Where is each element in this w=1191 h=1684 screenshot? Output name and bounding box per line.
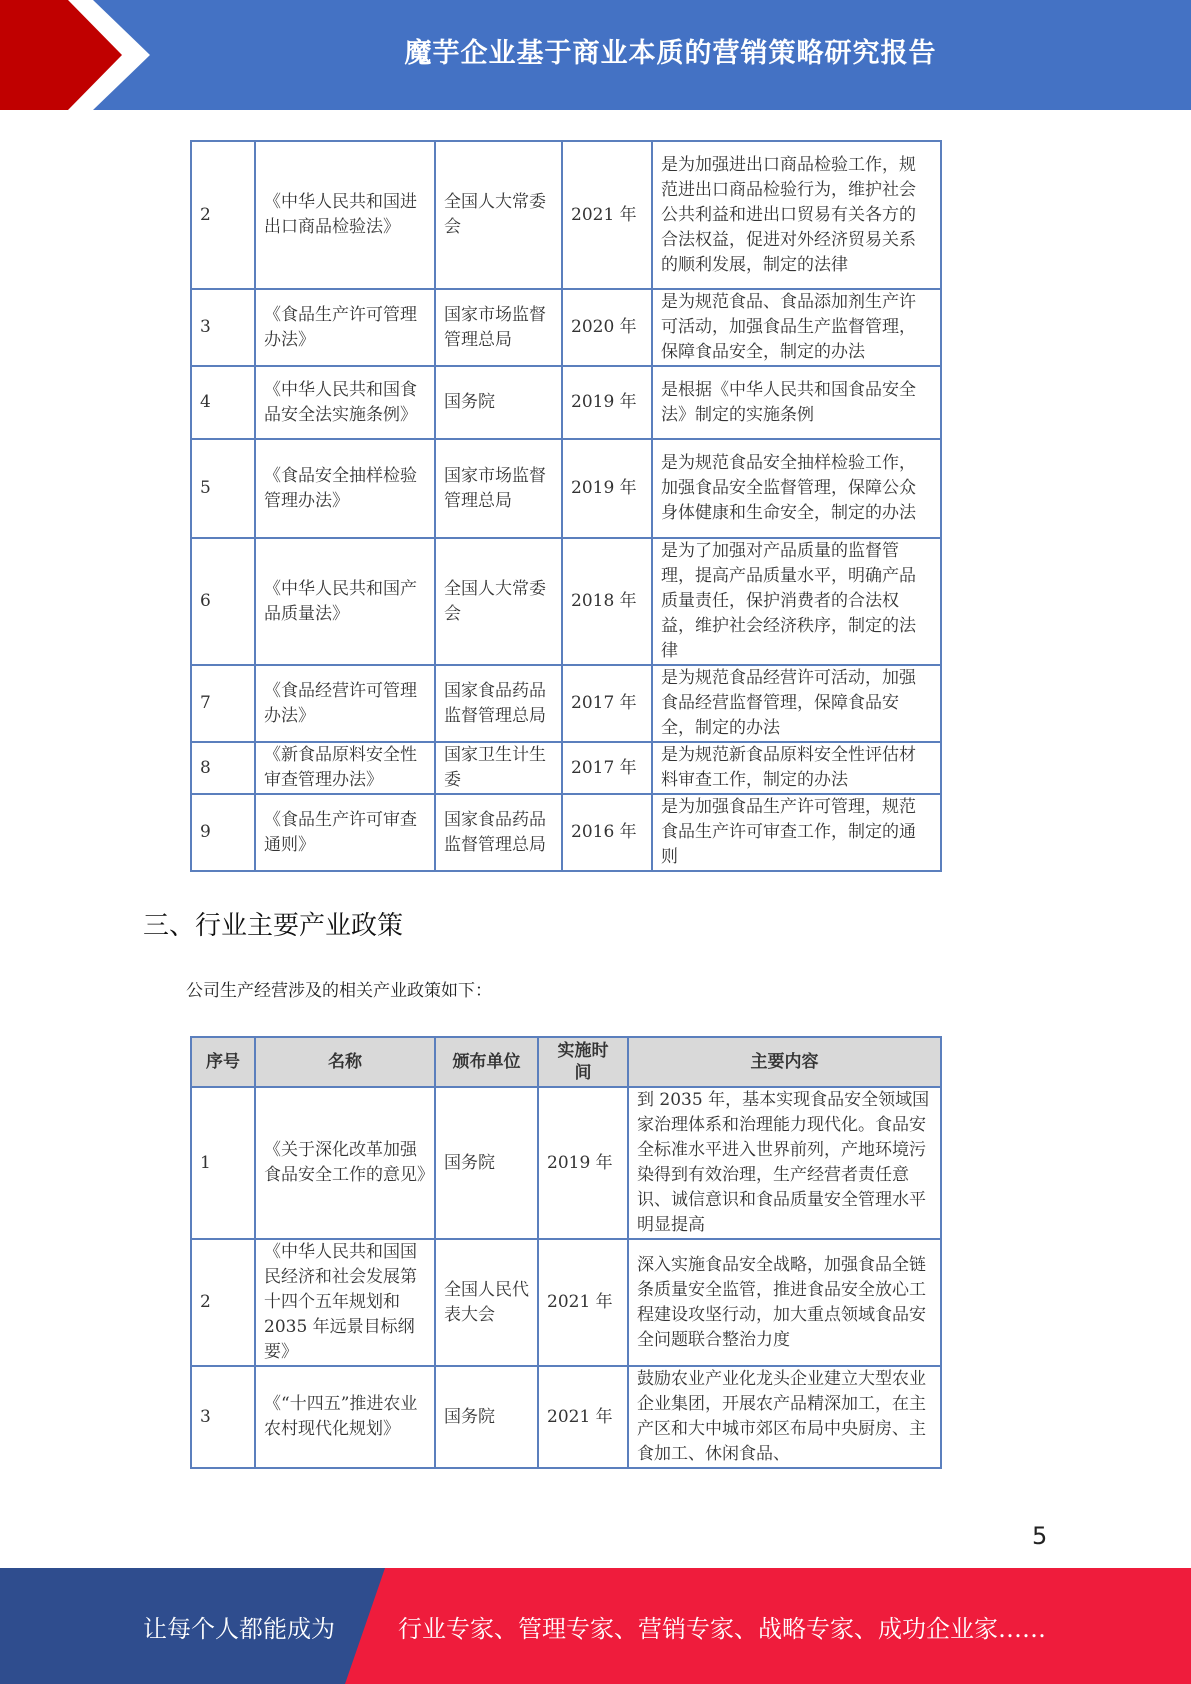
law-content: 是为规范食品经营许可活动，加强食品经营监督管理，保障食品安全，制定的办法 <box>652 665 941 742</box>
policy-content: 鼓励农业产业化龙头企业建立大型农业企业集团，开展农产品精深加工，在主产区和大中城市郊区布局中央厨房、主食加工、休闲食品、 <box>628 1366 941 1468</box>
law-year: 2017 年 <box>562 665 652 742</box>
law-year: 2018 年 <box>562 538 652 665</box>
law-name: 《食品经营许可管理办法》 <box>255 665 435 742</box>
policy-year: 2021 年 <box>538 1239 628 1366</box>
law-year: 2019 年 <box>562 366 652 439</box>
header-content: 主要内容 <box>628 1037 941 1087</box>
footer-slogan-right: 行业专家、管理专家、营销专家、战略专家、成功企业家…… <box>398 1614 1046 1643</box>
law-name: 《食品安全抽样检验管理办法》 <box>255 439 435 538</box>
row-number: 1 <box>191 1087 255 1239</box>
law-issuer: 全国人大常委会 <box>435 141 562 289</box>
law-year: 2021 年 <box>562 141 652 289</box>
law-content: 是为了加强对产品质量的监督管理，提高产品质量水平，明确产品质量责任，保护消费者的合法权益，维护社会经济秩序，制定的法律 <box>652 538 941 665</box>
row-number: 3 <box>191 1366 255 1468</box>
table-row <box>191 1366 941 1468</box>
law-content: 是为规范食品、食品添加剂生产许可活动，加强食品生产监督管理，保障食品安全，制定的办法 <box>652 289 941 366</box>
row-number: 8 <box>191 742 255 794</box>
page-header <box>0 0 1191 110</box>
table-row <box>191 1239 941 1366</box>
footer-slogan-left: 让每个人都能成为 <box>143 1614 335 1643</box>
header-name: 名称 <box>255 1037 435 1087</box>
law-content: 是根据《中华人民共和国食品安全法》制定的实施条例 <box>652 366 941 439</box>
law-issuer: 全国人大常委会 <box>435 538 562 665</box>
law-issuer: 国家市场监督管理总局 <box>435 439 562 538</box>
law-content: 是为规范新食品原料安全性评估材料审查工作，制定的办法 <box>652 742 941 794</box>
law-content: 是为加强食品生产许可管理，规范食品生产许可审查工作，制定的通则 <box>652 794 941 871</box>
row-number: 2 <box>191 141 255 289</box>
law-name: 《中华人民共和国进出口商品检验法》 <box>255 141 435 289</box>
row-number: 9 <box>191 794 255 871</box>
law-content: 是为加强进出口商品检验工作，规范进出口商品检验行为，维护社会公共利益和进出口贸易有关各方的合法权益，促进对外经济贸易关系的顺利发展，制定的法律 <box>652 141 941 289</box>
policy-table <box>190 1036 942 1469</box>
table-header-row <box>191 1037 941 1087</box>
law-year: 2016 年 <box>562 794 652 871</box>
law-year: 2017 年 <box>562 742 652 794</box>
page-number: 5 <box>1032 1522 1048 1550</box>
page-footer <box>0 1568 1191 1684</box>
policy-issuer: 国务院 <box>435 1366 538 1468</box>
table-row <box>191 141 941 289</box>
policy-year: 2019 年 <box>538 1087 628 1239</box>
laws-table <box>190 140 942 872</box>
policy-content: 深入实施食品安全战略，加强食品全链条质量安全监管，推进食品安全放心工程建设攻坚行动，加大重点领域食品安全问题联合整治力度 <box>628 1239 941 1366</box>
row-number: 4 <box>191 366 255 439</box>
policy-name: 《关于深化改革加强食品安全工作的意见》 <box>255 1087 435 1239</box>
law-name: 《中华人民共和国食品安全法实施条例》 <box>255 366 435 439</box>
policy-name: 《“十四五”推进农业农村现代化规划》 <box>255 1366 435 1468</box>
law-content: 是为规范食品安全抽样检验工作，加强食品安全监督管理，保障公众身体健康和生命安全，制定的办法 <box>652 439 941 538</box>
law-issuer: 国家卫生计生委 <box>435 742 562 794</box>
policy-name: 《中华人民共和国国民经济和社会发展第十四个五年规划和 2035 年远景目标纲要》 <box>255 1239 435 1366</box>
header-issuer: 颁布单位 <box>435 1037 538 1087</box>
row-number: 2 <box>191 1239 255 1366</box>
row-number: 3 <box>191 289 255 366</box>
header-no: 序号 <box>191 1037 255 1087</box>
law-year: 2019 年 <box>562 439 652 538</box>
policy-year: 2021 年 <box>538 1366 628 1468</box>
table-row <box>191 794 941 871</box>
policy-issuer: 全国人民代表大会 <box>435 1239 538 1366</box>
law-name: 《新食品原料安全性审查管理办法》 <box>255 742 435 794</box>
report-title: 魔芋企业基于商业本质的营销策略研究报告 <box>404 37 937 69</box>
table-row <box>191 366 941 439</box>
row-number: 5 <box>191 439 255 538</box>
table-row <box>191 439 941 538</box>
section-intro: 公司生产经营涉及的相关产业政策如下： <box>186 981 492 1001</box>
table-row <box>191 742 941 794</box>
table-row <box>191 289 941 366</box>
table-row <box>191 665 941 742</box>
table-row <box>191 1087 941 1239</box>
law-issuer: 国家市场监督管理总局 <box>435 289 562 366</box>
section-heading: 三、行业主要产业政策 <box>143 911 404 941</box>
policy-content: 到 2035 年，基本实现食品安全领域国家治理体系和治理能力现代化。食品安全标准水平进入世界前列，产地环境污染得到有效治理，生产经营者责任意识、诚信意识和食品质量安全管理水平明显提高 <box>628 1087 941 1239</box>
law-issuer: 国家食品药品监督管理总局 <box>435 665 562 742</box>
policy-issuer: 国务院 <box>435 1087 538 1239</box>
table-row <box>191 538 941 665</box>
law-name: 《食品生产许可管理办法》 <box>255 289 435 366</box>
law-issuer: 国务院 <box>435 366 562 439</box>
law-issuer: 国家食品药品监督管理总局 <box>435 794 562 871</box>
row-number: 6 <box>191 538 255 665</box>
row-number: 7 <box>191 665 255 742</box>
header-chevron-icon <box>0 0 140 110</box>
law-year: 2020 年 <box>562 289 652 366</box>
law-name: 《中华人民共和国产品质量法》 <box>255 538 435 665</box>
header-time: 实施时间 <box>538 1037 628 1087</box>
law-name: 《食品生产许可审查通则》 <box>255 794 435 871</box>
